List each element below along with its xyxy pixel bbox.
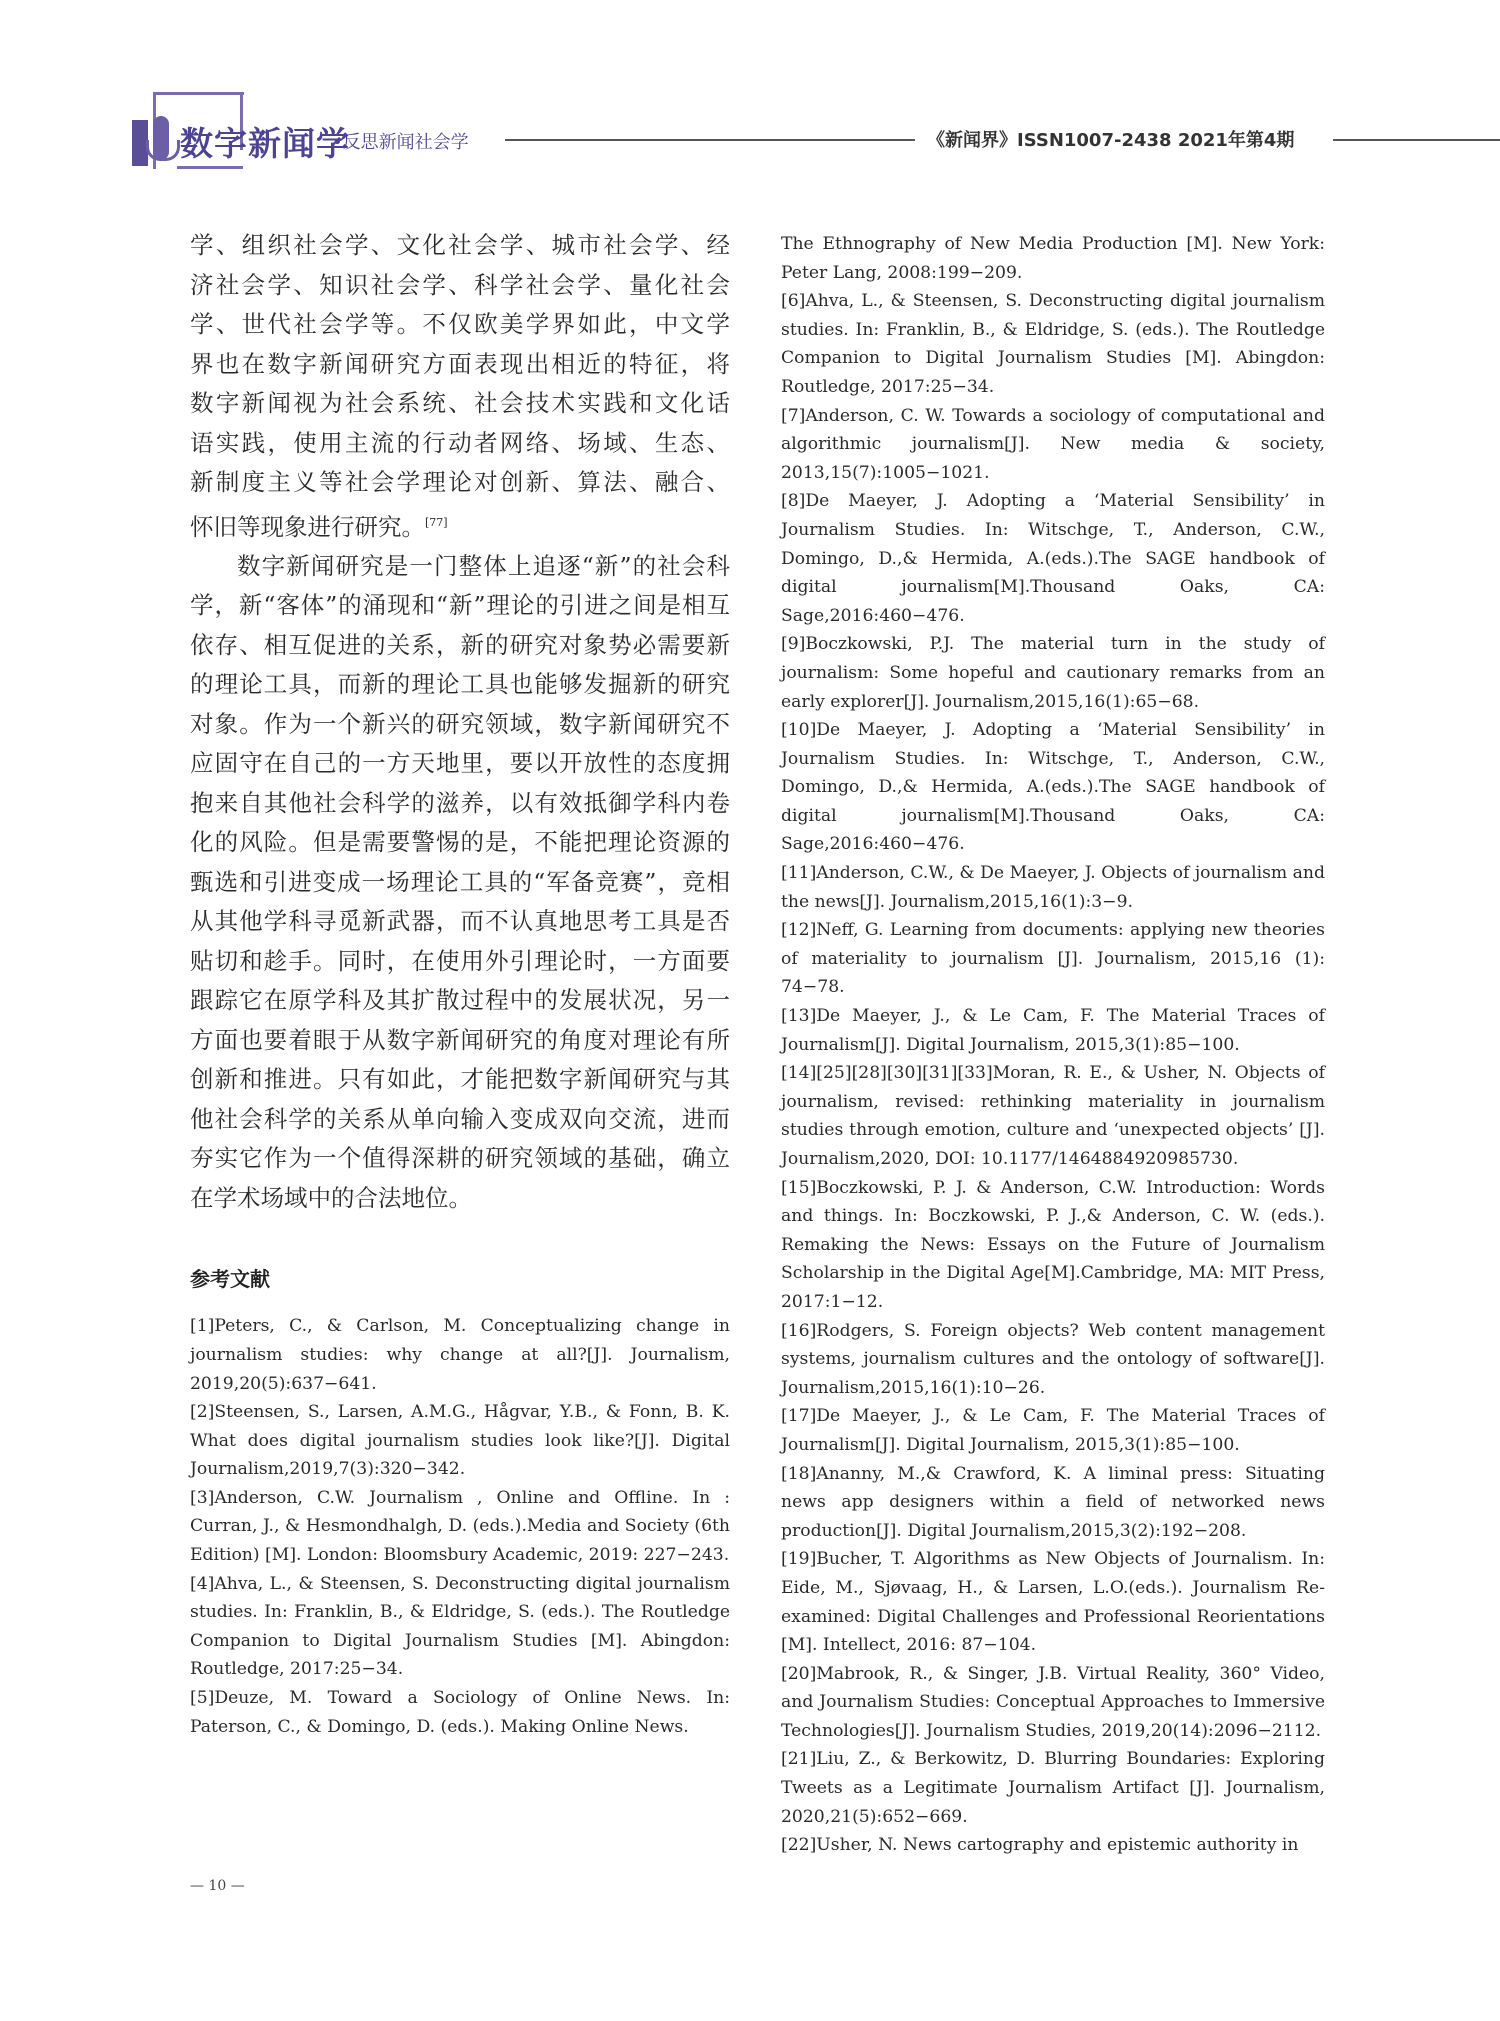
column-brand: 数字新闻学 (180, 124, 350, 163)
reference-item: [19]Bucher, T. Algorithms as New Objects of Journalism. In: Eide, M., Sjøvaag, H., & Larsen, L.O.(eds.). Journalism Re-examined: Digital Challenges and Professional Reorientations [M]. Intellect, 2016: 87−104. (781, 1549, 1325, 1656)
header-rule-right (1333, 139, 1500, 141)
column-subtitle: •反思新闻社会学 (332, 132, 469, 153)
reference-item: [6]Ahva, L., & Steensen, S. Deconstructing digital journalism studies. In: Franklin, B., & Eldridge, S. (eds.). The Routledge Companion to Digital Journalism Studies [M]. Abingdon: Routledge, 2017:25−34. (781, 291, 1325, 397)
left-column (190, 226, 730, 1741)
reference-item: [5]Deuze, M. Toward a Sociology of Online News. In: Paterson, C., & Domingo, D. (eds.). Making Online News. (190, 1688, 730, 1737)
page-header (0, 0, 1500, 200)
text-line: 学、世代社会学等。不仅欧美学界如此，中文学 (190, 310, 730, 338)
references-heading: 参考文献 (190, 1267, 270, 1292)
reference-item: [15]Boczkowski, P. J. & Anderson, C.W. Introduction: Words and things. In: Boczkowski, P. J.,& Anderson, C. W. (eds.). Remaking the News: Essays on the Future of Journalism Scholarship in the Digital Age[M].Cambridge, MA: MIT Press, 2017:1−12. (781, 1177, 1325, 1312)
reference-item: [2]Steensen, S., Larsen, A.M.G., Hågvar, Y.B., & Fonn, B. K. What does digital journalism studies look like?[J]. Digital Journalism,2019,7(3):320−342. (190, 1402, 730, 1480)
citation-marker: [77] (425, 515, 448, 529)
reference-item: [9]Boczkowski, P.J. The material turn in the study of journalism: Some hopeful and cautionary remarks from an early explorer[J]. Journalism,2015,16(1):65−68. (781, 634, 1325, 712)
reference-item: [13]De Maeyer, J., & Le Cam, F. The Material Traces of Journalism[J]. Digital Journalism, 2015,3(1):85−100. (781, 1006, 1325, 1055)
text-line: 学、组织社会学、文化社会学、城市社会学、经 (190, 231, 730, 259)
reference-item: [14][25][28][30][31][33]Moran, R. E., & Usher, N. Objects of journalism, revised: rethinking materiality in journalism studies through emotion, culture and ‘unexpected objects’ [J]. Journalism,2020, DOI: 10.1177/1464884920985730. (781, 1063, 1325, 1169)
reference-item: [8]De Maeyer, J. Adopting a ‘Material Sensibility’ in Journalism Studies. In: Witschge, T., Anderson, C.W., Domingo, D.,& Hermida, A.(eds.).The SAGE handbook of digital journalism[M].Thousand Oaks, CA: Sage,2016:460−476. (781, 491, 1325, 626)
paragraph-1 (190, 226, 730, 547)
reference-item: [21]Liu, Z., & Berkowitz, D. Blurring Boundaries: Exploring Tweets as a Legitimate Journalism Artifact [J]. Journalism, 2020,21(5):652−669. (781, 1749, 1325, 1827)
reference-item: [4]Ahva, L., & Steensen, S. Deconstructing digital journalism studies. In: Franklin, B., & Eldridge, S. (eds.). The Routledge Companion to Digital Journalism Studies [M]. Abingdon: Routledge, 2017:25−34. (190, 1573, 730, 1680)
reference-item: [16]Rodgers, S. Foreign objects? Web content management systems, journalism cultures and the ontology of software[J]. Journalism,2015,16(1):10−26. (781, 1320, 1325, 1398)
reference-item: [22]Usher, N. News cartography and epistemic authority in (781, 1835, 1299, 1856)
references-list-left (190, 1312, 730, 1741)
text-line: 界也在数字新闻研究方面表现出相近的特征，将 (190, 349, 730, 378)
reference-item: [12]Neff, G. Learning from documents: applying new theories of materiality to journalism [J]. Journalism, 2015,16 (1): 74−78. (781, 920, 1325, 998)
journal-info: 《新闻界》ISSN1007-2438 2021年第4期 (927, 130, 1295, 151)
text-line: 新制度主义等社会学理论对创新、算法、融合、 (190, 468, 730, 496)
text-line: 数字新闻视为社会系统、社会技术实践和文化话 (190, 389, 730, 417)
reference-item: The Ethnography of New Media Production [M]. New York: Peter Lang, 2008:199−209. (781, 234, 1325, 283)
reference-item: [20]Mabrook, R., & Singer, J.B. Virtual Reality, 360° Video, and Journalism Studies: Conceptual Approaches to Immersive Technologies[J]. Journalism Studies, 2019,20(14):2096−2112. (781, 1663, 1325, 1741)
reference-item: [1]Peters, C., & Carlson, M. Conceptualizing change in journalism studies: why change at all?[J]. Journalism, 2019,20(5):637−641. (190, 1316, 730, 1394)
reference-item: [3]Anderson, C.W. Journalism , Online and Offline. In : Curran, J., & Hesmondhalgh, D. (eds.).Media and Society (6th Edition) [M]. London: Bloomsbury Academic, 2019: 227−243. (190, 1487, 730, 1566)
reference-item: [11]Anderson, C.W., & De Maeyer, J. Objects of journalism and the news[J]. Journalism,2015,16(1):3−9. (781, 863, 1325, 912)
reference-item: [7]Anderson, C. W. Towards a sociology of computational and algorithmic journalism[J]. New media & society, 2013,15(7):1005−1021. (781, 405, 1325, 483)
references-list-right (781, 230, 1325, 1860)
text-line-last (190, 503, 730, 547)
text-line: 语实践，使用主流的行动者网络、场域、生态、 (190, 428, 730, 457)
text-line: 济社会学、知识社会学、科学社会学、量化社会 (190, 270, 730, 299)
header-rule-left (505, 139, 915, 141)
paragraph-2: 数字新闻研究是一门整体上追逐“新”的社会科学，新“客体”的涌现和“新”理论的引进之间是相互依存、相互促进的关系，新的研究对象势必需要新的理论工具，而新的理论工具也能够发掘新的研究对象。作为一个新兴的研究领域，数字新闻研究不应固守在自己的一方天地里，要以开放性的态度拥抱来自其他社会科学的滋养，以有效抵御学科内卷化的风险。但是需要警惕的是，不能把理论资源的甄选和引进变成一场理论工具的“军备竞赛”，竞相从其他学科寻觅新武器，而不认真地思考工具是否贴切和趁手。同时，在使用外引理论时，一方面要跟踪它在原学科及其扩散过程中的发展状况，另一方面也要着眼于从数字新闻研究的角度对理论有所创新和推进。只有如此，才能把数字新闻研究与其他社会科学的关系从单向输入变成双向交流，进而夯实它作为一个值得深耕的研究领域的基础，确立在学术场域中的合法地位。 (190, 551, 730, 1212)
reference-item: [17]De Maeyer, J., & Le Cam, F. The Material Traces of Journalism[J]. Digital Journalism, 2015,3(1):85−100. (781, 1406, 1325, 1455)
right-column (781, 230, 1325, 1860)
reference-item: [18]Ananny, M.,& Crawford, K. A liminal press: Situating news app designers within a field of networked news production[J]. Digital Journalism,2015,3(2):192−208. (781, 1463, 1325, 1541)
text-line-content: 怀旧等现象进行研究。 (190, 512, 425, 541)
reference-item: [10]De Maeyer, J. Adopting a ‘Material Sensibility’ in Journalism Studies. In: Witschge, T., Anderson, C.W., Domingo, D.,& Hermida, A.(eds.).The SAGE handbook of digital journalism[M].Thousand Oaks, CA: Sage,2016:460−476. (781, 720, 1325, 855)
page-number: — 10 — (190, 1878, 245, 1894)
logo-frame-bottom (177, 166, 243, 169)
